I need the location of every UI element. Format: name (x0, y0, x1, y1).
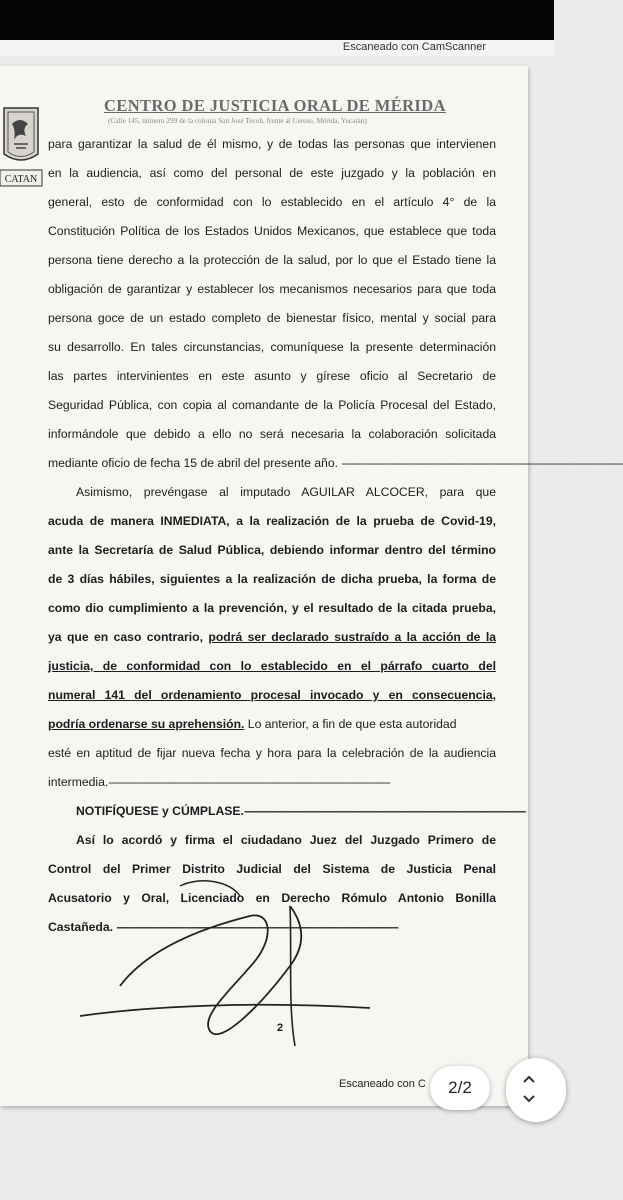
text-line: obligación de garantizar y establecer los mecanismos necesarios para que toda (48, 282, 496, 296)
text-line: Seguridad Pública, con copia al comandante de la Policía Procesal del Estado, (48, 398, 496, 412)
text-line: las partes intervinientes en este asunto y gírese oficio al Secretario de (48, 369, 496, 383)
text-line: justicia, de conformidad con lo establecido en el párrafo cuarto del (48, 659, 496, 673)
text-line: acuda de manera INMEDIATA, a la realización de la prueba de Covid-19, (48, 514, 496, 528)
document-body (48, 130, 623, 942)
text-line: intermedia.-------------------------------------------------------------------------------------------- (48, 775, 390, 789)
text-line: mediante oficio de fecha 15 de abril del presente año. -------------------------------------------------------------------------------------------- (48, 456, 623, 470)
page-scroll-button[interactable] (506, 1058, 566, 1122)
text-line: Castañeda. -------------------------------------------------------------------------------------------- (48, 920, 398, 934)
text-line: numeral 141 del ordenamiento procesal invocado y en consecuencia, (48, 688, 496, 702)
text-line: persona goce de un estado completo de bienestar físico, mental y social para (48, 311, 496, 325)
text-line: Constitución Política de los Estados Unidos Mexicanos, que establece que toda (48, 224, 496, 238)
text-line: podría ordenarse su aprehensión. Lo anterior, a fin de que esta autoridad (48, 717, 457, 731)
court-address: (Calle 145, número 299 de la colonia San José Tecoh, frente al Cereso, Mérida, Yucatán) (108, 116, 367, 125)
dash-fill: -------------------------------------------------------------------------------------------- (341, 456, 623, 470)
text-line: informándole que debido a ello no será necesaria la colaboración solicitada (48, 427, 496, 441)
text-line: Asimismo, prevéngase al imputado AGUILAR ALCOCER, para que (76, 485, 496, 499)
court-title: CENTRO DE JUSTICIA ORAL DE MÉRIDA (104, 96, 446, 115)
text-line: Así lo acordó y firma el ciudadano Juez del Juzgado Primero de (76, 833, 496, 847)
text-line: esté en aptitud de fijar nueva fecha y hora para la celebración de la audiencia (48, 746, 496, 760)
dash-fill: -------------------------------------------------------------------------------------------- (108, 775, 390, 789)
text-line: de 3 días hábiles, siguientes a la realización de dicha prueba, la forma de (48, 572, 496, 586)
dash-fill: -------------------------------------------------------------------------------------------- (243, 804, 526, 818)
text-line: ya que en caso contrario, podrá ser declarado sustraído a la acción de la (48, 630, 496, 644)
chevron-down-icon[interactable] (522, 1094, 536, 1104)
notify-line: NOTIFÍQUESE y CÚMPLASE.-------------------------------------------------------------------------------------------- (76, 804, 526, 818)
yucatan-seal-logo (0, 102, 42, 220)
text-line: en la audiencia, así como del personal de este juzgado y la población en (48, 166, 496, 180)
chevron-up-icon[interactable] (522, 1074, 536, 1084)
text-line: ante la Secretaría de Salud Pública, debiendo informar dentro del término (48, 543, 496, 557)
page-number: 2 (277, 1022, 284, 1034)
scanner-watermark-bottom: Escaneado con C (339, 1078, 426, 1090)
page-indicator: 2/2 (430, 1066, 490, 1110)
dash-fill: -------------------------------------------------------------------------------------------- (116, 920, 398, 934)
text-line: persona tiene derecho a la protección de la salud, por lo que el Estado tiene la (48, 253, 496, 267)
text-line: general, esto de conformidad con lo establecido en el artículo 4° de la (48, 195, 496, 209)
text-line: como dio cumplimiento a la prevención, y el resultado de la citada prueba, (48, 601, 496, 615)
logo-label: CATAN (4, 174, 38, 185)
text-line: para garantizar la salud de él mismo, y de todas las personas que intervienen (48, 137, 496, 151)
scanner-watermark-top: Escaneado con CamScanner (0, 40, 554, 56)
handwritten-signature (60, 866, 400, 1046)
status-bar (0, 0, 554, 44)
text-line: Control del Primer Distrito Judicial del Sistema de Justicia Penal (48, 862, 496, 876)
text-line: Acusatorio y Oral, Licenciado en Derecho Rómulo Antonio Bonilla (48, 891, 496, 905)
document-page (0, 66, 623, 1106)
text-line: su desarrollo. En tales circunstancias, comuníquese la presente determinación (48, 340, 496, 354)
